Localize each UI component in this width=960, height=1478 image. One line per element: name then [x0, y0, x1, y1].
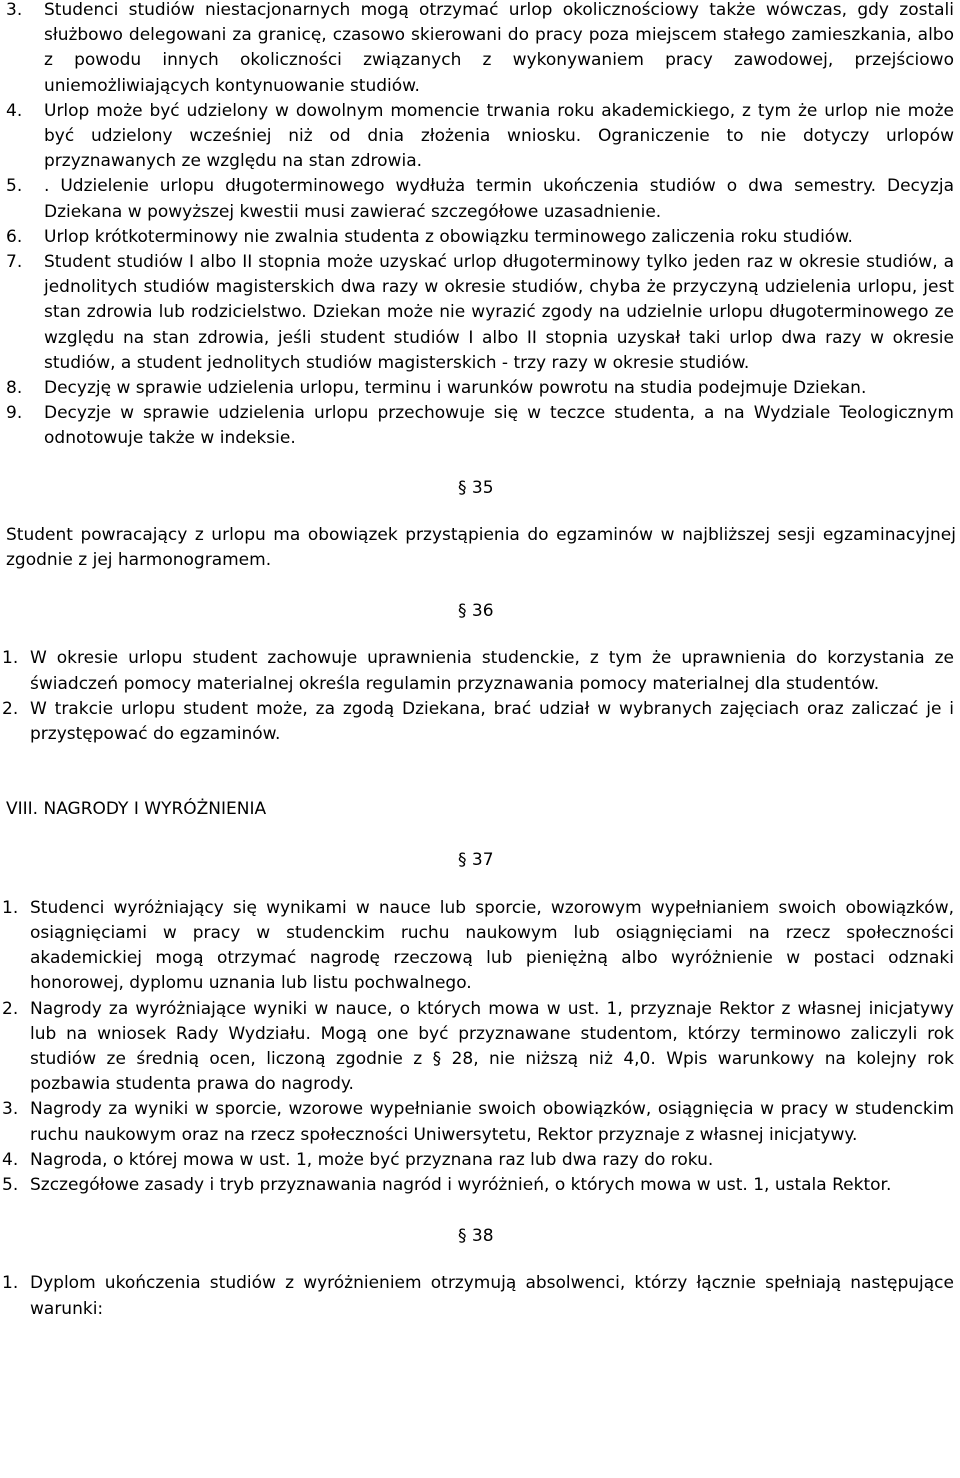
list-item: [0, 250, 960, 376]
list-item: [0, 225, 960, 250]
item-number: 2.: [2, 698, 19, 719]
item-number: 3.: [2, 1099, 19, 1120]
list-item: [0, 376, 960, 401]
item-number: 1.: [2, 897, 19, 918]
item-text: Dyplom ukończenia studiów z wyróżnieniem otrzymują absolwenci, którzy łącznie spełniają następujące warunki:: [30, 1273, 954, 1319]
list-urlop: [0, 0, 960, 452]
item-text: Decyzję w sprawie udzielenia urlopu, terminu i warunków powrotu na studia podejmuje Dziekan.: [44, 378, 867, 399]
item-text: Szczegółowe zasady i tryb przyznawania nagród i wyróżnień, o których mowa w ust. 1, ustala Rektor.: [30, 1174, 892, 1195]
item-number: 8.: [6, 378, 23, 399]
list-item: [0, 1097, 960, 1147]
list-section-36: [0, 646, 960, 747]
list-item: [0, 1271, 960, 1321]
item-text: Decyzje w sprawie udzielenia urlopu przechowuje się w teczce studenta, a na Wydziale Teologicznym odnotowuje także w indeksie.: [44, 403, 954, 449]
item-text: Student studiów I albo II stopnia może uzyskać urlop długoterminowy tylko jeden raz w okresie studiów, a jednolitych studiów magisterskich dwa razy w okresie studiów, chyba że przyczyną udzielenia urlopu, jest stan zdrowia lub rodzicielstwo. Dziekan może nie wyrazić zgody na udzielnie urlopu długoterminowego ze względu na stan zdrowia, jeśli student studiów I albo II stopnia uzyskał taki urlop dwa razy w okresie studiów, a student jednolitych studiów magisterskich - trzy razy w okresie studiów.: [44, 252, 954, 373]
item-text: W trakcie urlopu student może, za zgodą Dziekana, brać udział w wybranych zajęciach oraz zaliczać je i przystępować do egzaminów.: [30, 698, 954, 745]
item-number: 5.: [6, 176, 23, 197]
item-number: 3.: [6, 0, 23, 20]
chapter-heading: VIII. NAGRODY I WYRÓŻNIENIA: [6, 799, 267, 820]
list-item: [0, 99, 960, 175]
item-number: 6.: [6, 226, 23, 247]
section-number-38: § 38: [458, 1226, 494, 1247]
section-number-37: § 37: [458, 850, 494, 871]
list-item: [0, 697, 960, 747]
item-number: 4.: [6, 100, 23, 121]
item-number: 1.: [2, 648, 19, 669]
item-number: 2.: [2, 998, 19, 1019]
item-number: 5.: [2, 1174, 19, 1195]
section-35-text: Student powracający z urlopu ma obowiązek przystąpienia do egzaminów w najbliższej sesji egzaminacyjnej zgodnie z jej harmonogramem.: [6, 524, 956, 571]
item-number: 9.: [6, 403, 23, 424]
item-text: W okresie urlopu student zachowuje uprawnienia studenckie, z tym że uprawnienia do korzystania ze świadczeń pomocy materialnej określa regulamin przyznawania pomocy materialnej dla studentów.: [30, 648, 954, 694]
item-text: Nagrody za wyniki w sporcie, wzorowe wypełnianie swoich obowiązków, osiągnięcia w pracy w studenckim ruchu naukowym oraz na rzecz społeczności Uniwersytetu, Rektor przyznaje z własnej inicjatywy.: [30, 1099, 954, 1145]
item-text: Studenci wyróżniający się wynikami w nauce lub sporcie, wzorowym wypełnianiem swoich obowiązków, osiągnięciami w pracy w studenckim ruchu naukowym lub osiągnięciami na rzecz społeczności akademickiej mogą otrzymać nagrodę rzeczową lub pieniężną albo wyróżnienie w postaci odznaki honorowej, dyplomu uznania lub listu pochwalnego.: [30, 897, 954, 994]
list-item: [0, 896, 960, 997]
item-text: Urlop krótkoterminowy nie zwalnia studenta z obowiązku terminowego zaliczenia roku studiów.: [44, 226, 853, 247]
item-text: . Udzielenie urlopu długoterminowego wydłuża termin ukończenia studiów o dwa semestry. Decyzja Dziekana w powyższej kwestii musi zawierać szczegółowe uzasadnienie.: [44, 176, 954, 222]
section-number-35: § 35: [458, 477, 494, 498]
item-text: Nagrody za wyróżniające wyniki w nauce, o których mowa w ust. 1, przyznaje Rektor z własnej inicjatywy lub na wniosek Rady Wydziału. Mogą one być przyznawane studentom, którzy terminowo zaliczyli rok studiów ze średnią ocen, liczoną zgodnie z § 28, nie niższą niż 4,0. Wpis warunkowy na kolejny rok pozbawia studenta prawa do nagrody.: [30, 998, 954, 1095]
list-section-37: [0, 896, 960, 1198]
item-number: 4.: [2, 1149, 19, 1170]
item-number: 7.: [6, 252, 23, 273]
list-item: [0, 174, 960, 224]
list-item: [0, 0, 960, 99]
list-item: [0, 1148, 960, 1173]
item-text: Nagroda, o której mowa w ust. 1, może być przyznana raz lub dwa razy do roku.: [30, 1149, 714, 1170]
list-section-38: [0, 1271, 960, 1321]
item-text: Studenci studiów niestacjonarnych mogą otrzymać urlop okolicznościowy także wówczas, gdy zostali służbowo delegowani za granicę, czasowo skierowani do pracy poza miejscem stałego zamieszkania, albo z powodu innych okoliczności związanych z wykonywaniem pracy zawodowej, przejściowo uniemożliwiających kontynuowanie studiów.: [44, 0, 954, 96]
list-item: [0, 401, 960, 451]
list-item: [0, 997, 960, 1098]
list-item: [0, 1173, 960, 1198]
list-item: [0, 646, 960, 696]
item-text: Urlop może być udzielony w dowolnym momencie trwania roku akademickiego, z tym że urlop nie może być udzielony wcześniej niż od dnia złożenia wniosku. Ograniczenie to nie dotyczy urlopów przyznawanych ze względu na stan zdrowia.: [44, 100, 954, 172]
section-number-36: § 36: [458, 601, 494, 622]
item-number: 1.: [2, 1273, 19, 1294]
